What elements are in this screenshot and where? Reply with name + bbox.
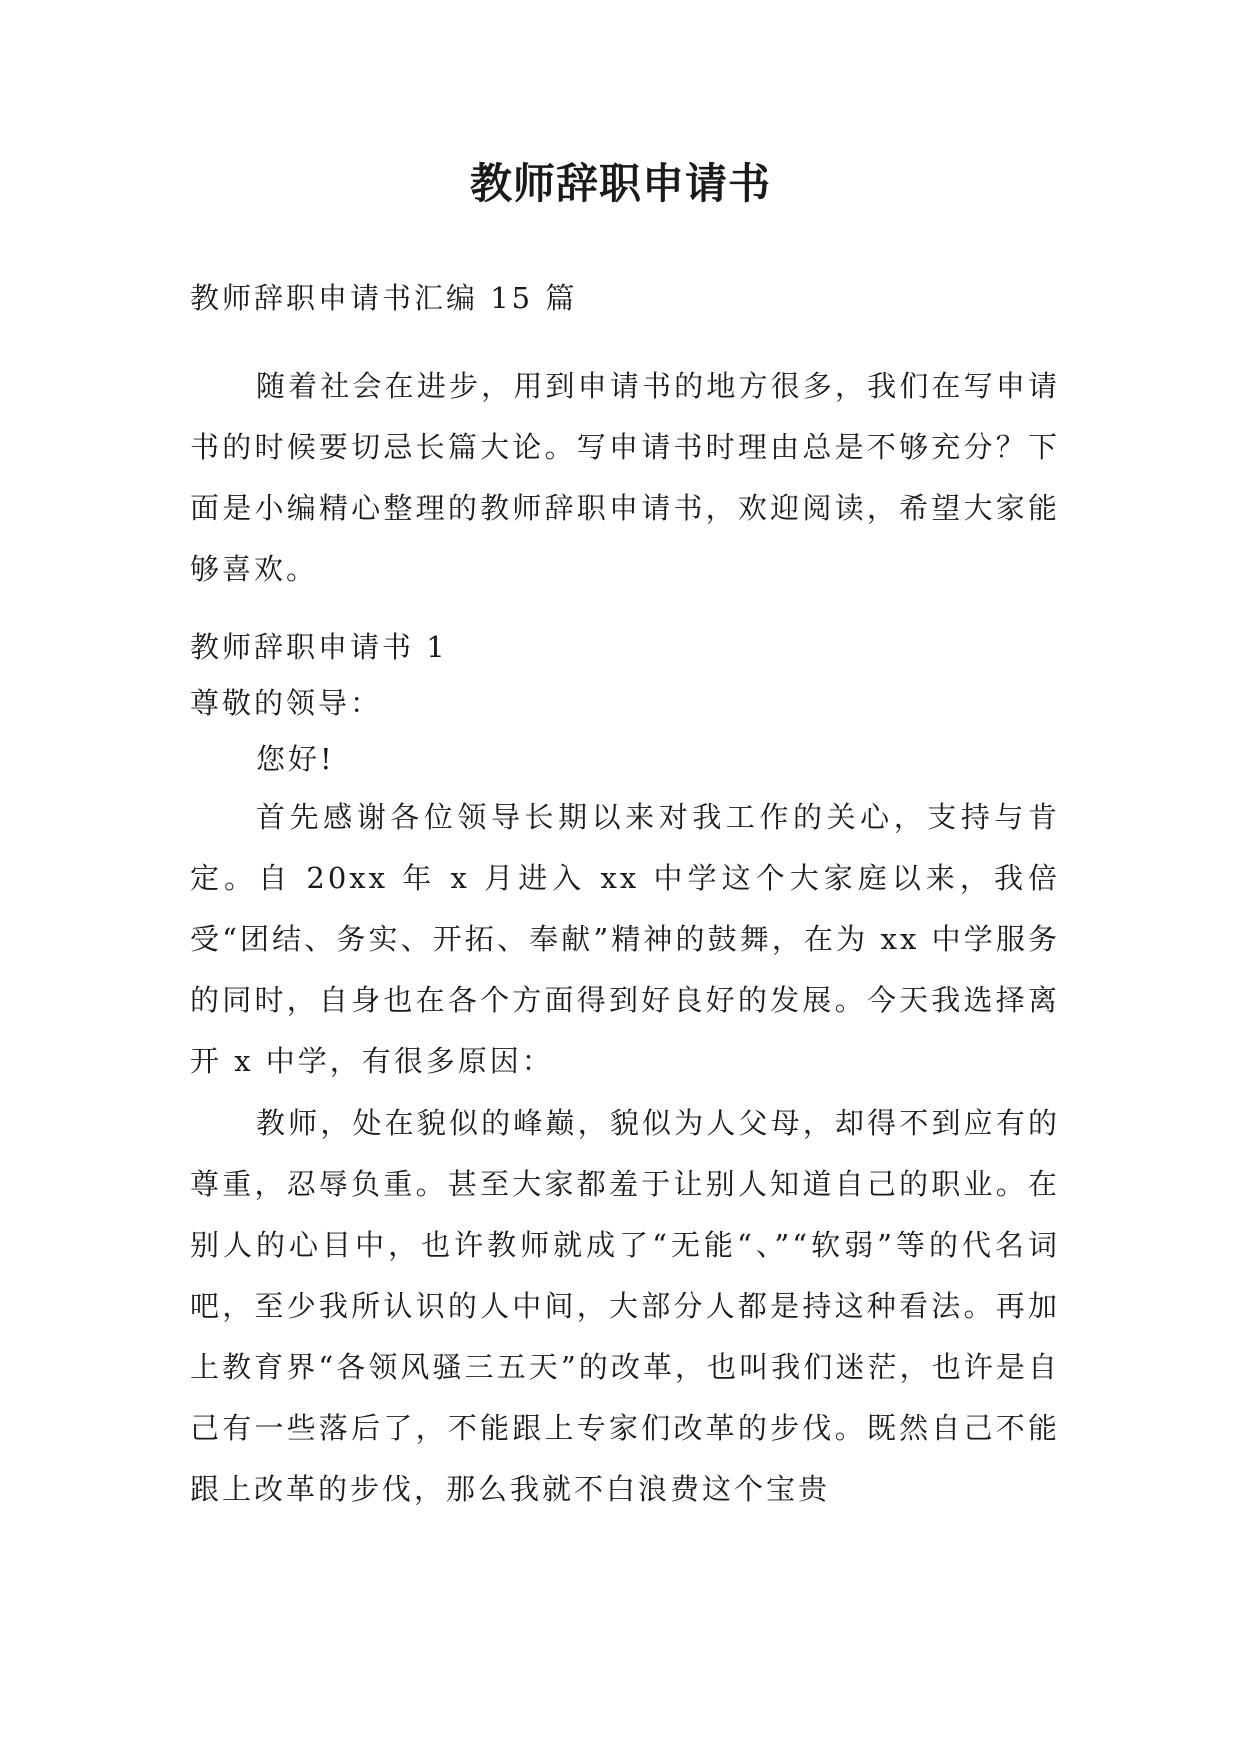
section-heading: 教师辞职申请书 1 bbox=[190, 630, 448, 664]
document-subtitle: 教师辞职申请书汇编 15 篇 bbox=[190, 281, 578, 315]
salutation: 尊敬的领导： bbox=[190, 686, 383, 720]
body-paragraph-1: 首先感谢各位领导长期以来对我工作的关心，支持与肯定。自 20xx 年 x 月进入 xx 中学这个大家庭以来，我倍受“团结、务实、开拓、奉献”精神的鼓舞，在为 xx 中学服务的同时，自身也在各个方面得到好良好的发展。今天我选择离开 x 中学，有很多原因： bbox=[190, 800, 1060, 1078]
intro-paragraph: 随着社会在进步，用到申请书的地方很多，我们在写申请书的时候要切忌长篇大论。写申请书时理由总是不够充分？下面是小编精心整理的教师辞职申请书，欢迎阅读，希望大家能够喜欢。 bbox=[190, 369, 1060, 586]
greeting: 您好! bbox=[256, 742, 335, 776]
document-title: 教师辞职申请书 bbox=[469, 159, 771, 208]
body-paragraph-2: 教师，处在貌似的峰巅，貌似为人父母，却得不到应有的尊重，忍辱负重。甚至大家都羞于让别人知道自己的职业。在别人的心目中，也许教师就成了“无能“、”“软弱”等的代名词吧，至少我所认识的人中间，大部分人都是持这种看法。再加上教育界“各领风骚三五天”的改革，也叫我们迷茫，也许是自己有一些落后了，不能跟上专家们改革的步伐。既然自己不能跟上改革的步伐，那么我就不白浪费这个宝贵 bbox=[190, 1106, 1060, 1506]
